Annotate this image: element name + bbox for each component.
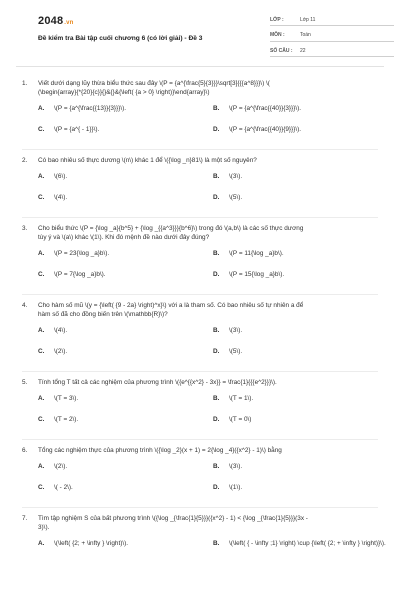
option-text: \(3\). — [229, 326, 243, 334]
question-stem — [22, 80, 378, 98]
option-text: \(T = 1\). — [229, 394, 254, 402]
meta-label: LỚP : — [270, 16, 284, 23]
option-letter: C. — [38, 347, 45, 355]
question-text — [38, 80, 378, 98]
option-letter: B. — [213, 539, 220, 547]
answer-option[interactable] — [38, 194, 213, 215]
question-text-line: Viết dưới dạng lũy thừa biểu thức sau đây \(P = {a^{\frac{5}{3}}}\sqrt[3]{{{a^8}}}\) \( — [38, 80, 270, 87]
question-stem — [22, 379, 378, 388]
question-separator — [22, 149, 378, 150]
question-text-line: hàm số đã cho đồng biến trên \(\mathbb{R}\)? — [38, 310, 168, 318]
option-letter: A. — [38, 539, 45, 547]
meta-label: MÔN : — [270, 32, 285, 38]
answer-option[interactable] — [213, 348, 393, 369]
question-list — [22, 80, 386, 561]
question-text — [38, 157, 378, 166]
question-text-line: Cho hàm số mũ \(y = {\left( {9 - 2a} \right)^x}\) với a là tham số. Có bao nhiêu số tự nhiên a để — [38, 301, 304, 309]
question-text — [38, 379, 378, 388]
option-text: \(T = 0\) — [229, 415, 252, 423]
option-text: \(3\). — [229, 172, 243, 180]
question-stem — [22, 447, 378, 456]
question-separator — [22, 507, 378, 508]
question-text-line: (\begin{array}{*{20}{c}}{}&{}&{\left( {a > 0} \right)}\end{array}\) — [38, 88, 210, 96]
option-letter: B. — [213, 249, 220, 257]
option-text: \(P = {a^{\frac{{40}}{9}}}\). — [229, 125, 302, 133]
option-text: \(T = 2\). — [54, 415, 79, 423]
answer-option[interactable] — [213, 416, 393, 437]
logo-suffix: .vn — [64, 20, 74, 26]
answer-options — [38, 173, 378, 215]
question-text-line: Cho biểu thức \(P = {\log _a}{b^5} + {\log _{{a^3}}}{b^6}\) trong đó \(a,b\) là các số thực dương — [38, 224, 304, 232]
question-stem — [22, 302, 378, 320]
answer-option[interactable] — [38, 395, 213, 416]
meta-value: Lớp 11 — [300, 16, 316, 23]
option-letter: B. — [213, 394, 220, 402]
option-letter: A. — [38, 326, 45, 334]
option-text: \(P = 15{\log _a}b\). — [229, 270, 285, 278]
option-letter: D. — [213, 270, 220, 278]
option-text: \(P = 11{\log _a}b\). — [229, 249, 284, 257]
option-letter: D. — [213, 483, 220, 491]
option-letter: D. — [213, 415, 220, 423]
question-6 — [22, 447, 378, 508]
question-number: 4. — [22, 301, 28, 309]
option-letter: B. — [213, 172, 220, 180]
answer-option[interactable] — [38, 327, 213, 348]
option-letter: C. — [38, 125, 45, 133]
option-letter: A. — [38, 172, 45, 180]
question-number: 5. — [22, 378, 28, 386]
question-text-line: Tính tổng T tất cả các nghiệm của phương trình \({e^{{x^2} - 3x}} = \frac{1}{{{e^2}}}\). — [38, 378, 277, 386]
answer-option[interactable] — [213, 271, 393, 292]
question-text-line: Tìm tập nghiệm S của bất phương trình \({\log _{\frac{1}{5}}}({x^2} - 1) < {\log _{\frac{1}{5}}}(3x - — [38, 514, 308, 522]
question-number: 2. — [22, 156, 28, 164]
option-text: \(P = 23{\log _a}b\). — [54, 249, 110, 257]
answer-options — [38, 539, 386, 561]
answer-option[interactable] — [213, 194, 393, 215]
answer-option[interactable] — [213, 395, 393, 416]
option-text: \(\left( {2; + \infty } \right)\). — [54, 539, 129, 547]
answer-option[interactable] — [213, 173, 393, 194]
question-number: 6. — [22, 446, 28, 454]
option-text: \(P = {a^{\frac{{13}}{3}}}\). — [54, 104, 127, 112]
option-text: \(1\). — [229, 483, 243, 491]
option-letter: C. — [38, 483, 45, 491]
option-text: \(6\). — [54, 172, 68, 180]
option-text: \(P = {a^{ - 1}}\). — [54, 125, 100, 133]
logo-main: 2048 — [38, 15, 64, 27]
answer-option[interactable] — [38, 484, 213, 505]
option-letter: B. — [213, 104, 220, 112]
option-letter: C. — [38, 415, 45, 423]
option-text: \(5\). — [229, 193, 243, 201]
option-letter: D. — [213, 347, 220, 355]
site-logo[interactable] — [38, 14, 74, 29]
answer-option[interactable] — [213, 463, 393, 484]
answer-options — [38, 395, 378, 437]
question-text-line: 3)\). — [38, 523, 50, 531]
question-text — [38, 225, 378, 243]
answer-options — [38, 463, 378, 505]
answer-option[interactable] — [213, 484, 393, 505]
answer-option[interactable] — [213, 126, 393, 147]
question-3 — [22, 225, 378, 295]
answer-option[interactable] — [213, 540, 393, 561]
question-text-line: Tổng các nghiệm thực của phương trình \({\log _2}(x + 1) = 2{\log _4}({x^2} - 1)\) bằng — [38, 446, 282, 454]
question-separator — [22, 371, 378, 372]
option-letter: B. — [213, 326, 220, 334]
answer-option[interactable] — [213, 105, 393, 126]
meta-info — [270, 14, 394, 61]
header-divider — [16, 66, 384, 67]
option-letter: D. — [213, 125, 220, 133]
question-text-line: tùy ý và \(a\) khác \(1\). Khi đó mệnh đề nào dưới đây đúng? — [38, 233, 210, 241]
option-text: \(3\). — [229, 462, 243, 470]
option-letter: A. — [38, 249, 45, 257]
option-letter: A. — [38, 394, 45, 402]
answer-option[interactable] — [38, 126, 213, 147]
question-separator — [22, 439, 378, 440]
question-text — [38, 302, 378, 320]
question-5 — [22, 379, 378, 440]
header — [16, 0, 384, 62]
question-stem — [22, 157, 378, 166]
answer-option[interactable] — [38, 348, 213, 369]
meta-row-count — [270, 45, 394, 57]
meta-value: 22 — [300, 47, 306, 54]
option-text: \(P = 7{\log _a}b\). — [54, 270, 106, 278]
question-text-line: Có bao nhiêu số thực dương \(n\) khác 1 để \({\log _n}81\) là một số nguyên? — [38, 156, 257, 164]
question-separator — [22, 294, 378, 295]
option-text: \(\left( { - \infty ;1} \right) \cup {\left( {2; + \infty } \right)}\). — [229, 539, 386, 547]
answer-option[interactable] — [38, 463, 213, 484]
answer-option[interactable] — [38, 540, 213, 561]
option-text: \(4\). — [54, 193, 68, 201]
answer-option[interactable] — [213, 327, 393, 348]
option-text: \( - 2\). — [54, 483, 73, 491]
answer-option[interactable] — [38, 250, 213, 271]
question-stem — [22, 515, 378, 533]
option-letter: C. — [38, 270, 45, 278]
option-letter: C. — [38, 193, 45, 201]
question-1 — [22, 80, 378, 150]
answer-options — [38, 105, 378, 147]
option-text: \(2\). — [54, 462, 68, 470]
option-text: \(2\). — [54, 347, 68, 355]
question-separator — [22, 217, 378, 218]
question-text — [38, 515, 378, 533]
question-stem — [22, 225, 378, 243]
question-number: 3. — [22, 224, 28, 232]
question-4 — [22, 302, 378, 372]
question-number: 7. — [22, 514, 28, 522]
option-text: \(P = {a^{\frac{{40}}{3}}}\). — [229, 104, 302, 112]
option-text: \(T = 3\). — [54, 394, 79, 402]
meta-row-subject — [270, 30, 394, 42]
option-letter: B. — [213, 462, 220, 470]
option-letter: A. — [38, 462, 45, 470]
answer-option[interactable] — [213, 250, 393, 271]
question-number: 1. — [22, 80, 28, 87]
meta-label: SỐ CÂU : — [270, 47, 293, 54]
question-7 — [22, 514, 386, 561]
answer-options — [38, 327, 378, 369]
meta-value: Toán — [300, 32, 311, 38]
option-letter: A. — [38, 104, 45, 112]
answer-options — [38, 250, 378, 292]
question-text — [38, 447, 378, 456]
answer-option[interactable] — [38, 416, 213, 437]
answer-option[interactable] — [38, 105, 213, 126]
answer-option[interactable] — [38, 173, 213, 194]
meta-row-class — [270, 14, 394, 26]
option-text: \(4\). — [54, 326, 68, 334]
question-2 — [22, 157, 378, 218]
option-text: \(5\). — [229, 347, 243, 355]
option-letter: D. — [213, 193, 220, 201]
document-title: Đề kiểm tra Bài tập cuối chương 6 (có lời giải) - Đề 3 — [38, 35, 203, 42]
answer-option[interactable] — [38, 271, 213, 292]
